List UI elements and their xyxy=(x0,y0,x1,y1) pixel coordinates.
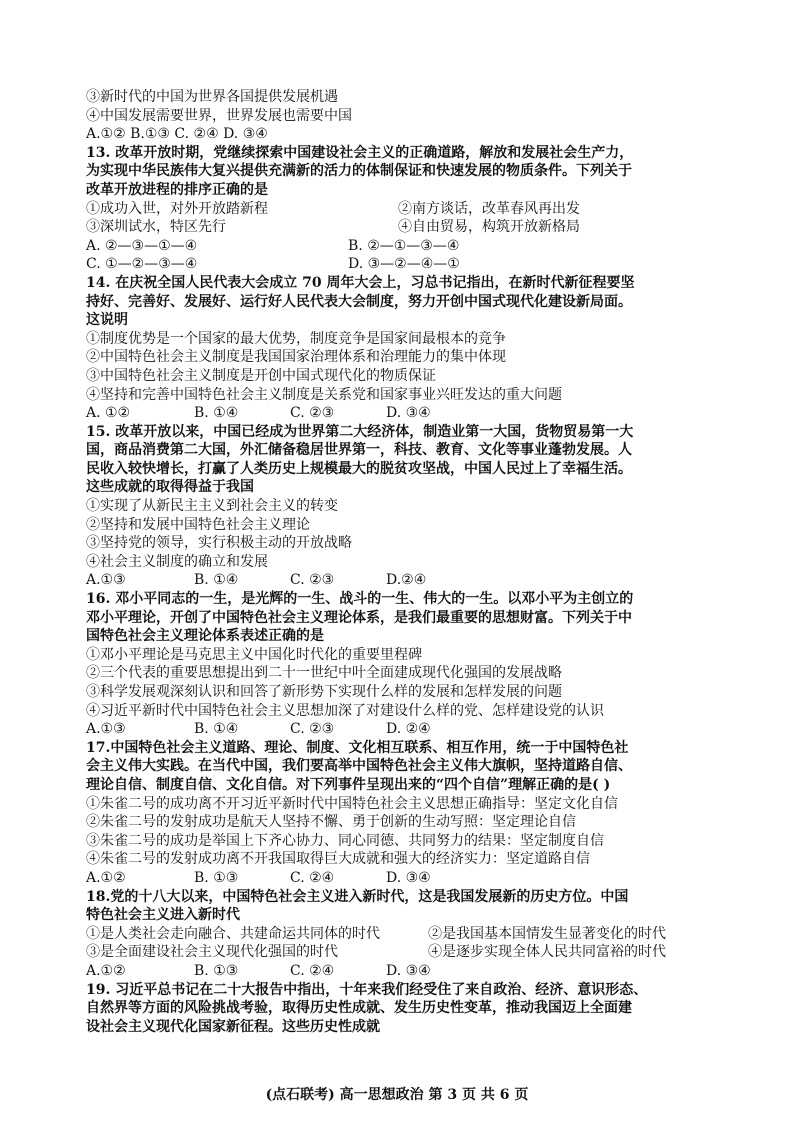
q17-option-d: D. ③④ xyxy=(386,869,431,886)
q13-item-3: ③深圳试水，特区先行 xyxy=(86,219,226,236)
q15-item-2: ②坚持和发展中国特色社会主义理论 xyxy=(86,516,310,533)
q17-option-c: C. ②④ xyxy=(290,869,335,886)
q13-items-row2 xyxy=(86,218,724,237)
q17-item-2: ②朱雀二号的发射成功是航天人坚持不懈、勇于创新的生动写照：坚定理论自信 xyxy=(86,814,576,831)
q17-item-3: ③朱雀二号的成功是举国上下齐心协力、同心同德、共同努力的结果：坚定制度自信 xyxy=(86,832,604,849)
q19-stem-3: 设社会主义现代化国家新征程。这些历史性成就 xyxy=(86,1018,380,1035)
q16-stem-1: 16. 邓小平同志的一生，是光辉的一生、战斗的一生、伟大的一生。以邓小平为主创立的 xyxy=(86,591,634,608)
q15-item-3: ③坚持党的领导，实行积极主动的开放战略 xyxy=(86,535,352,552)
q12-item-4: ④中国发展需要世界，世界发展也需要中国 xyxy=(86,107,352,124)
q17-option-a: A.①② xyxy=(86,869,126,886)
q16-item-3: ③科学发展观深刻认识和回答了新形势下实现什么样的发展和怎样发展的问题 xyxy=(86,684,562,700)
q15-stem-3: 民收入较快增长，打赢了人类历史上规模最大的脱贫攻坚战，中国人民过上了幸福生活。 xyxy=(86,460,632,477)
q14-option-c: C. ②③ xyxy=(290,405,335,422)
q16-item-4: ④习近平新时代中国特色社会主义思想加深了对建设什么样的党、怎样建设党的认识 xyxy=(86,702,604,719)
q18-item-4: ④是逐步实现全体人民共同富裕的时代 xyxy=(428,944,666,961)
q18-items-row2 xyxy=(86,943,724,962)
q14-stem-2: 持好、完善好、发展好、运行好人民代表大会制度，努力开创中国式现代化建设新局面。 xyxy=(86,293,632,310)
q16-options xyxy=(86,720,724,739)
q14-item-1: ①制度优势是一个国家的最大优势，制度竞争是国家间最根本的竞争 xyxy=(86,330,506,347)
q14-item-2: ②中国特色社会主义制度是我国国家治理体系和治理能力的集中体现 xyxy=(86,349,506,366)
q15-options xyxy=(86,571,724,590)
q19-stem-1: 19. 习近平总书记在二十大报告中指出，十年来我们经受住了来自政治、经济、意识形态、 xyxy=(86,981,648,998)
q13-option-b: B. ②—①—③—④ xyxy=(348,237,460,254)
q14-item-3: ③中国特色社会主义制度是开创中国式现代化的物质保证 xyxy=(86,367,436,384)
q18-option-d: D. ③④ xyxy=(386,962,431,979)
q18-option-b: B. ①③ xyxy=(194,962,239,979)
q14-option-b: B. ①④ xyxy=(194,405,239,422)
q15-stem-4: 这些成就的取得得益于我国 xyxy=(86,479,254,496)
q18-items-row1 xyxy=(86,925,724,944)
q13-options-row1 xyxy=(86,237,724,256)
q14-options xyxy=(86,404,724,423)
q18-option-c: C. ②④ xyxy=(290,962,335,979)
q14-stem-3: 这说明 xyxy=(86,312,128,329)
q16-item-2: ②三个代表的重要思想提出到二十一世纪中叶全面建成现代化强国的发展战略 xyxy=(86,665,562,682)
q14-item-4: ④坚持和完善中国特色社会主义制度是关系党和国家事业兴旺发达的重大问题 xyxy=(86,386,562,403)
q13-stem-2: 为实现中华民族伟大复兴提供充满新的活力的体制保证和快速发展的物质条件。下列关于 xyxy=(86,163,632,180)
q14-option-d: D. ③④ xyxy=(386,405,431,422)
q17-option-b: B. ①③ xyxy=(194,869,239,886)
q16-option-a: A.①③ xyxy=(86,721,126,738)
q13-option-d: D. ③—②—④—① xyxy=(348,256,460,273)
q15-option-a: A.①③ xyxy=(86,572,126,589)
q17-item-4: ④朱雀二号的发射成功离不开我国取得巨大成就和强大的经济实力：坚定道路自信 xyxy=(86,851,590,868)
q13-stem-3: 改革开放进程的排序正确的是 xyxy=(86,181,268,198)
q15-item-1: ①实现了从新民主主义到社会主义的转变 xyxy=(86,498,338,515)
page-footer: (点石联考) 高一思想政治 第 3 页 共 6 页 xyxy=(265,1087,529,1103)
q13-items-row1 xyxy=(86,200,724,219)
q14-option-a: A. ①② xyxy=(86,405,131,422)
q17-item-1: ①朱雀二号的成功离不开习近平新时代中国特色社会主义思想正确指导：坚定文化自信 xyxy=(86,795,618,812)
q15-stem-2: 国，商品消费第二大国，外汇储备稳居世界第一，科技、教育、文化等事业蓬勃发展。人 xyxy=(86,442,632,459)
q15-stem-1: 15. 改革开放以来，中国已经成为世界第二大经济体，制造业第一大国，货物贸易第一大 xyxy=(86,423,634,440)
q13-option-a: A. ②—③—①—④ xyxy=(86,237,198,254)
q13-options-row2 xyxy=(86,255,724,274)
q13-item-1: ①成功入世，对外开放踏新程 xyxy=(86,200,268,217)
q16-stem-3: 国特色社会主义理论体系表述正确的是 xyxy=(86,628,324,645)
q16-option-c: C. ②③ xyxy=(290,721,335,738)
q19-stem-2: 自然界等方面的风险挑战考验，取得历史性成就、发生历史性变革，推动我国迈上全面建 xyxy=(86,1000,632,1017)
q15-option-c: C. ②③ xyxy=(290,572,335,589)
q18-stem-1: 18.党的十八大以来，中国特色社会主义进入新时代，这是我国发展新的历史方位。中国 xyxy=(86,888,629,905)
q13-option-c: C. ①—②—③—④ xyxy=(86,256,198,273)
q17-stem-2: 会主义伟大实践。在当代中国，我们要高举中国特色社会主义伟大旗帜，坚持道路自信、 xyxy=(86,758,632,775)
q16-option-d: D. ②④ xyxy=(386,721,431,738)
q13-item-2: ②南方谈话，改革春风再出发 xyxy=(398,200,580,217)
q16-option-b: B. ①④ xyxy=(194,721,239,738)
q18-options xyxy=(86,962,724,981)
q15-option-b: B. ①④ xyxy=(194,572,239,589)
q15-option-d: D.②④ xyxy=(386,572,427,589)
q17-stem-1: 17.中国特色社会主义道路、理论、制度、文化相互联系、相互作用，统一于中国特色社 xyxy=(86,739,629,756)
q17-options xyxy=(86,869,724,888)
q18-option-a: A.①② xyxy=(86,962,126,979)
q17-stem-3: 理论自信、制度自信、文化自信。对下列事件呈现出来的“四个自信”理解正确的是( ) xyxy=(86,776,611,793)
q16-item-1: ①邓小平理论是马克思主义中国化时代化的重要里程碑 xyxy=(86,646,422,663)
q18-item-2: ②是我国基本国情发生显著变化的时代 xyxy=(428,925,666,942)
q18-item-3: ③是全面建设社会主义现代化强国的时代 xyxy=(86,944,338,961)
q18-stem-2: 特色社会主义进入新时代 xyxy=(86,907,240,924)
q12-item-3: ③新时代的中国为世界各国提供发展机遇 xyxy=(86,89,338,105)
q16-stem-2: 邓小平理论，开创了中国特色社会主义理论体系，是我们最重要的思想财富。下列关于中 xyxy=(86,609,632,626)
q13-item-4: ④自由贸易，构筑开放新格局 xyxy=(398,219,580,236)
q15-item-4: ④社会主义制度的确立和发展 xyxy=(86,553,268,570)
q18-item-1: ①是人类社会走向融合、共建命运共同体的时代 xyxy=(86,925,380,942)
q12-options: A.①② B.①③ C. ②④ D. ③④ xyxy=(86,126,268,143)
q13-stem-1: 13. 改革开放时期，党继续探索中国建设社会主义的正确道路，解放和发展社会生产力， xyxy=(86,144,634,161)
q14-stem-1: 14. 在庆祝全国人民代表大会成立 70 周年大会上，习总书记指出，在新时代新征程要坚 xyxy=(86,274,635,291)
